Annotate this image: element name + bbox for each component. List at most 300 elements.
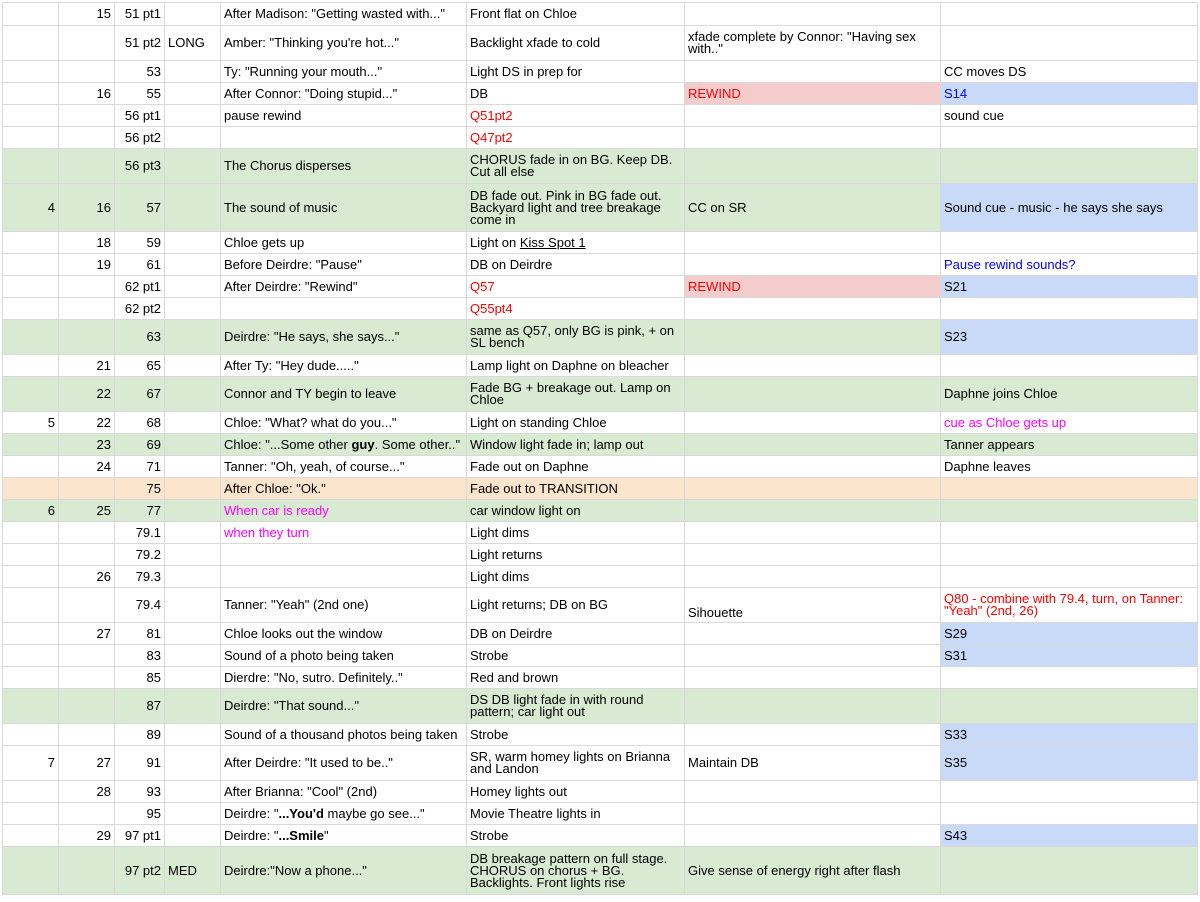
cell-a[interactable] xyxy=(3,61,59,83)
cell-a[interactable] xyxy=(3,803,59,825)
cell-a[interactable] xyxy=(3,522,59,544)
cell-e-bold: ...Smile xyxy=(278,827,324,843)
cell-g[interactable] xyxy=(685,105,941,127)
cell-c[interactable]: 59 xyxy=(115,232,165,254)
cell-d[interactable] xyxy=(165,434,221,456)
cell-h[interactable] xyxy=(941,232,1198,254)
cell-g[interactable]: xfade complete by Connor: "Having sex with.." xyxy=(685,26,941,61)
cell-d[interactable] xyxy=(165,276,221,298)
cell-c[interactable]: 53 xyxy=(115,61,165,83)
cell-f[interactable]: same as Q57, only BG is pink, + on SL bench xyxy=(467,320,685,355)
cell-c[interactable]: 69 xyxy=(115,434,165,456)
cell-c[interactable]: 56 pt3 xyxy=(115,149,165,184)
cell-f[interactable]: Fade out on Daphne xyxy=(467,456,685,478)
cell-b[interactable]: 19 xyxy=(59,254,115,276)
cell-c[interactable]: 77 xyxy=(115,500,165,522)
cell-e[interactable]: Deirdre: "That sound..." xyxy=(221,689,467,724)
cell-b[interactable] xyxy=(59,298,115,320)
cell-d[interactable]: LONG xyxy=(165,26,221,61)
cell-f[interactable]: Red and brown xyxy=(467,667,685,689)
cell-a[interactable] xyxy=(3,254,59,276)
cell-h[interactable] xyxy=(941,127,1198,149)
cell-b[interactable]: 16 xyxy=(59,83,115,105)
cell-f[interactable]: Backlight xfade to cold xyxy=(467,26,685,61)
cell-a[interactable] xyxy=(3,456,59,478)
cell-a[interactable] xyxy=(3,3,59,26)
cell-h[interactable]: sound cue xyxy=(941,105,1198,127)
cell-a[interactable] xyxy=(3,825,59,847)
cell-c[interactable]: 79.2 xyxy=(115,544,165,566)
cell-h[interactable] xyxy=(941,355,1198,377)
cell-e[interactable]: Ty: "Running your mouth..." xyxy=(221,61,467,83)
cell-e[interactable]: Dierdre: "No, sutro. Definitely.." xyxy=(221,667,467,689)
cell-e-text: " xyxy=(324,827,329,843)
cell-f[interactable]: Movie Theatre lights in xyxy=(467,803,685,825)
cell-b[interactable] xyxy=(59,724,115,746)
cell-b[interactable] xyxy=(59,522,115,544)
cell-g[interactable] xyxy=(685,434,941,456)
cell-d[interactable] xyxy=(165,232,221,254)
cell-a[interactable] xyxy=(3,320,59,355)
cell-a[interactable] xyxy=(3,689,59,724)
cell-e[interactable]: Chloe gets up xyxy=(221,232,467,254)
cell-e[interactable]: Before Deirdre: "Pause" xyxy=(221,254,467,276)
cell-f[interactable] xyxy=(467,232,685,254)
cell-a[interactable] xyxy=(3,566,59,588)
table-row xyxy=(3,645,1198,667)
cell-a[interactable] xyxy=(3,623,59,645)
cell-h[interactable]: S33 xyxy=(941,724,1198,746)
cell-c[interactable]: 97 pt1 xyxy=(115,825,165,847)
cell-f[interactable]: Q47pt2 xyxy=(467,127,685,149)
cell-c[interactable]: 75 xyxy=(115,478,165,500)
cell-c[interactable]: 91 xyxy=(115,746,165,781)
cell-g[interactable] xyxy=(685,320,941,355)
cell-d[interactable] xyxy=(165,61,221,83)
cell-f-text: Light on xyxy=(470,234,520,250)
cell-a[interactable] xyxy=(3,276,59,298)
cell-b[interactable] xyxy=(59,803,115,825)
cell-c[interactable]: 68 xyxy=(115,412,165,434)
cell-h[interactable] xyxy=(941,26,1198,61)
cell-h[interactable] xyxy=(941,500,1198,522)
cell-g[interactable]: Give sense of energy right after flash xyxy=(685,847,941,895)
cell-e[interactable]: Sound of a thousand photos being taken xyxy=(221,724,467,746)
cell-d[interactable] xyxy=(165,500,221,522)
cell-h[interactable]: S43 xyxy=(941,825,1198,847)
table-row xyxy=(3,689,1198,724)
cell-h[interactable]: Sound cue - music - he says she says xyxy=(941,184,1198,232)
cell-g[interactable] xyxy=(685,645,941,667)
cell-f[interactable]: DB on Deirdre xyxy=(467,254,685,276)
cell-a[interactable] xyxy=(3,232,59,254)
cell-d[interactable] xyxy=(165,3,221,26)
cell-b[interactable] xyxy=(59,149,115,184)
cell-b[interactable]: 26 xyxy=(59,566,115,588)
cell-f[interactable]: Light dims xyxy=(467,522,685,544)
cell-f[interactable]: Q57 xyxy=(467,276,685,298)
cell-h[interactable]: S14 xyxy=(941,83,1198,105)
cell-c[interactable]: 93 xyxy=(115,781,165,803)
cell-c[interactable]: 71 xyxy=(115,456,165,478)
cell-f[interactable]: Strobe xyxy=(467,825,685,847)
cell-d[interactable] xyxy=(165,667,221,689)
cell-d[interactable] xyxy=(165,724,221,746)
cell-c[interactable]: 83 xyxy=(115,645,165,667)
cell-h[interactable]: cue as Chloe gets up xyxy=(941,412,1198,434)
cell-g[interactable] xyxy=(685,500,941,522)
cell-f[interactable]: DB on Deirdre xyxy=(467,623,685,645)
cell-f[interactable]: car window light on xyxy=(467,500,685,522)
cell-d[interactable] xyxy=(165,689,221,724)
cell-h[interactable]: Daphne joins Chloe xyxy=(941,377,1198,412)
cell-e[interactable] xyxy=(221,298,467,320)
cell-f[interactable]: SR, warm homey lights on Brianna and Landon xyxy=(467,746,685,781)
cell-b[interactable] xyxy=(59,689,115,724)
cell-a[interactable] xyxy=(3,377,59,412)
cell-d[interactable] xyxy=(165,127,221,149)
cell-c[interactable]: 79.3 xyxy=(115,566,165,588)
cell-h[interactable] xyxy=(941,803,1198,825)
cell-a[interactable]: 7 xyxy=(3,746,59,781)
cell-e[interactable] xyxy=(221,434,467,456)
cell-h[interactable] xyxy=(941,544,1198,566)
cell-h[interactable] xyxy=(941,149,1198,184)
cell-b[interactable]: 21 xyxy=(59,355,115,377)
cell-g[interactable] xyxy=(685,689,941,724)
cell-h[interactable]: CC moves DS xyxy=(941,61,1198,83)
cell-g[interactable] xyxy=(685,127,941,149)
cell-g[interactable]: Sihouette xyxy=(685,588,941,623)
cell-e[interactable] xyxy=(221,803,467,825)
cell-g[interactable] xyxy=(685,3,941,26)
cell-d[interactable] xyxy=(165,83,221,105)
cell-h[interactable] xyxy=(941,667,1198,689)
cell-e-bold: ...You'd xyxy=(278,805,324,821)
table-row xyxy=(3,566,1198,588)
cell-e[interactable]: pause rewind xyxy=(221,105,467,127)
cell-h[interactable]: Tanner appears xyxy=(941,434,1198,456)
cell-g[interactable] xyxy=(685,623,941,645)
cell-d[interactable] xyxy=(165,254,221,276)
cell-c[interactable]: 87 xyxy=(115,689,165,724)
cell-c[interactable]: 79.1 xyxy=(115,522,165,544)
cell-e-text: . Some other.." xyxy=(374,436,461,452)
cell-b[interactable]: 27 xyxy=(59,623,115,645)
cell-d[interactable] xyxy=(165,149,221,184)
cell-c[interactable]: 51 pt2 xyxy=(115,26,165,61)
cell-a[interactable] xyxy=(3,588,59,623)
table-row xyxy=(3,803,1198,825)
cell-b[interactable] xyxy=(59,105,115,127)
table-row xyxy=(3,26,1198,61)
cell-e[interactable]: After Brianna: "Cool" (2nd) xyxy=(221,781,467,803)
cell-a[interactable] xyxy=(3,26,59,61)
cell-b[interactable]: 27 xyxy=(59,746,115,781)
cell-e[interactable]: Chloe: "What? what do you..." xyxy=(221,412,467,434)
table-row xyxy=(3,320,1198,355)
cell-d[interactable] xyxy=(165,645,221,667)
cell-f[interactable]: Homey lights out xyxy=(467,781,685,803)
cell-e[interactable]: Deirdre: "He says, she says..." xyxy=(221,320,467,355)
cell-f[interactable]: Light returns; DB on BG xyxy=(467,588,685,623)
cell-h[interactable]: Daphne leaves xyxy=(941,456,1198,478)
cell-g[interactable] xyxy=(685,456,941,478)
cell-e[interactable]: After Chloe: "Ok." xyxy=(221,478,467,500)
cell-c[interactable]: 63 xyxy=(115,320,165,355)
cell-h[interactable] xyxy=(941,781,1198,803)
cell-f[interactable]: Light on standing Chloe xyxy=(467,412,685,434)
cell-d[interactable] xyxy=(165,105,221,127)
cell-e[interactable]: Amber: "Thinking you're hot..." xyxy=(221,26,467,61)
cell-e[interactable]: when they turn xyxy=(221,522,467,544)
cell-d[interactable] xyxy=(165,377,221,412)
cell-f[interactable]: Q55pt4 xyxy=(467,298,685,320)
table-row xyxy=(3,456,1198,478)
cell-b[interactable]: 29 xyxy=(59,825,115,847)
cell-b[interactable] xyxy=(59,667,115,689)
cell-h[interactable]: S21 xyxy=(941,276,1198,298)
cell-b[interactable]: 24 xyxy=(59,456,115,478)
cell-g[interactable] xyxy=(685,724,941,746)
cell-h[interactable]: Pause rewind sounds? xyxy=(941,254,1198,276)
cell-b[interactable]: 16 xyxy=(59,184,115,232)
cell-h[interactable] xyxy=(941,298,1198,320)
cell-d[interactable]: MED xyxy=(165,847,221,895)
cell-f[interactable]: Strobe xyxy=(467,724,685,746)
cell-a[interactable] xyxy=(3,781,59,803)
cell-h[interactable] xyxy=(941,566,1198,588)
cell-e[interactable]: Tanner: "Oh, yeah, of course..." xyxy=(221,456,467,478)
cell-a[interactable]: 4 xyxy=(3,184,59,232)
cell-h[interactable]: S29 xyxy=(941,623,1198,645)
cell-b[interactable] xyxy=(59,127,115,149)
cell-b[interactable] xyxy=(59,588,115,623)
cell-e-text: Chloe: "...Some other xyxy=(224,436,352,452)
cell-c[interactable]: 57 xyxy=(115,184,165,232)
cell-a[interactable] xyxy=(3,355,59,377)
cell-b[interactable] xyxy=(59,645,115,667)
cell-d[interactable] xyxy=(165,588,221,623)
cell-e[interactable]: After Deirdre: "Rewind" xyxy=(221,276,467,298)
rewind-cell[interactable]: REWIND xyxy=(685,83,941,105)
cell-d[interactable] xyxy=(165,746,221,781)
cell-b[interactable] xyxy=(59,320,115,355)
cell-c[interactable]: 97 pt2 xyxy=(115,847,165,895)
cell-f[interactable]: DS DB light fade in with round pattern; car light out xyxy=(467,689,685,724)
cell-g[interactable] xyxy=(685,667,941,689)
cell-h[interactable] xyxy=(941,847,1198,895)
cell-e[interactable] xyxy=(221,127,467,149)
table-row xyxy=(3,724,1198,746)
cue-sheet-table xyxy=(2,2,1198,895)
cell-c[interactable]: 85 xyxy=(115,667,165,689)
cell-h[interactable] xyxy=(941,478,1198,500)
cell-d[interactable] xyxy=(165,456,221,478)
cell-d[interactable] xyxy=(165,412,221,434)
cell-d[interactable] xyxy=(165,825,221,847)
cell-b[interactable]: 18 xyxy=(59,232,115,254)
cell-b[interactable]: 28 xyxy=(59,781,115,803)
cell-a[interactable] xyxy=(3,724,59,746)
cell-c[interactable]: 56 pt1 xyxy=(115,105,165,127)
cell-d[interactable] xyxy=(165,184,221,232)
table-row xyxy=(3,500,1198,522)
cell-e[interactable]: After Connor: "Doing stupid..." xyxy=(221,83,467,105)
cell-g[interactable] xyxy=(685,232,941,254)
table-row xyxy=(3,781,1198,803)
cell-e[interactable]: The Chorus disperses xyxy=(221,149,467,184)
cell-e[interactable]: After Deirdre: "It used to be.." xyxy=(221,746,467,781)
cell-c[interactable]: 89 xyxy=(115,724,165,746)
cell-e[interactable]: Connor and TY begin to leave xyxy=(221,377,467,412)
cell-f[interactable]: DB fade out. Pink in BG fade out. Backyard light and tree breakage come in xyxy=(467,184,685,232)
cell-g[interactable] xyxy=(685,803,941,825)
cell-g[interactable] xyxy=(685,566,941,588)
cell-g[interactable] xyxy=(685,298,941,320)
cell-c[interactable]: 62 pt2 xyxy=(115,298,165,320)
cell-h[interactable] xyxy=(941,3,1198,26)
cell-c[interactable]: 81 xyxy=(115,623,165,645)
cell-c[interactable]: 61 xyxy=(115,254,165,276)
cell-g[interactable] xyxy=(685,781,941,803)
cell-h[interactable]: S35 xyxy=(941,746,1198,781)
cell-h[interactable]: S23 xyxy=(941,320,1198,355)
cell-b[interactable] xyxy=(59,26,115,61)
cell-b[interactable]: 15 xyxy=(59,3,115,26)
cell-e[interactable] xyxy=(221,544,467,566)
cell-a[interactable]: 5 xyxy=(3,412,59,434)
cell-g[interactable] xyxy=(685,149,941,184)
cell-g[interactable]: CC on SR xyxy=(685,184,941,232)
cell-h[interactable] xyxy=(941,522,1198,544)
cell-f[interactable]: Lamp light on Daphne on bleacher xyxy=(467,355,685,377)
cell-a[interactable] xyxy=(3,105,59,127)
cell-a[interactable] xyxy=(3,83,59,105)
table-row xyxy=(3,127,1198,149)
cell-g[interactable] xyxy=(685,478,941,500)
cell-d[interactable] xyxy=(165,298,221,320)
cell-g[interactable] xyxy=(685,377,941,412)
cell-f[interactable]: DB breakage pattern on full stage. CHORUS on chorus + BG. Backlights. Front lights rise xyxy=(467,847,685,895)
cell-g[interactable] xyxy=(685,254,941,276)
cell-c[interactable]: 95 xyxy=(115,803,165,825)
cell-e-text: Deirdre: " xyxy=(224,827,279,843)
cell-b[interactable] xyxy=(59,544,115,566)
cell-e[interactable]: When car is ready xyxy=(221,500,467,522)
table-row xyxy=(3,184,1198,232)
table-row xyxy=(3,434,1198,456)
cell-g[interactable] xyxy=(685,544,941,566)
table-row xyxy=(3,61,1198,83)
cell-a[interactable]: 6 xyxy=(3,500,59,522)
cell-f[interactable]: Window light fade in; lamp out xyxy=(467,434,685,456)
cell-g[interactable] xyxy=(685,412,941,434)
cell-g[interactable] xyxy=(685,355,941,377)
table-row xyxy=(3,105,1198,127)
cell-e[interactable]: Sound of a photo being taken xyxy=(221,645,467,667)
cell-e[interactable]: Tanner: "Yeah" (2nd one) xyxy=(221,588,467,623)
cell-b[interactable] xyxy=(59,478,115,500)
cell-b[interactable] xyxy=(59,276,115,298)
cell-b[interactable]: 22 xyxy=(59,412,115,434)
cell-h[interactable]: S31 xyxy=(941,645,1198,667)
table-row xyxy=(3,825,1198,847)
cell-e[interactable]: Deirdre:"Now a phone..." xyxy=(221,847,467,895)
table-row xyxy=(3,667,1198,689)
table-row xyxy=(3,298,1198,320)
cell-e[interactable] xyxy=(221,825,467,847)
cell-c[interactable]: 55 xyxy=(115,83,165,105)
cell-f[interactable]: Q51pt2 xyxy=(467,105,685,127)
cell-a[interactable] xyxy=(3,127,59,149)
cell-d[interactable] xyxy=(165,566,221,588)
cell-b[interactable] xyxy=(59,847,115,895)
cell-c[interactable]: 62 pt1 xyxy=(115,276,165,298)
cell-f[interactable]: DB xyxy=(467,83,685,105)
cell-b[interactable]: 23 xyxy=(59,434,115,456)
cell-g[interactable] xyxy=(685,825,941,847)
cell-d[interactable] xyxy=(165,355,221,377)
cell-d[interactable] xyxy=(165,781,221,803)
cell-h[interactable] xyxy=(941,689,1198,724)
cell-f[interactable]: Light returns xyxy=(467,544,685,566)
table-row xyxy=(3,746,1198,781)
cell-c[interactable]: 56 pt2 xyxy=(115,127,165,149)
cell-a[interactable] xyxy=(3,645,59,667)
cell-f[interactable]: Fade BG + breakage out. Lamp on Chloe xyxy=(467,377,685,412)
cell-d[interactable] xyxy=(165,522,221,544)
cell-a[interactable] xyxy=(3,847,59,895)
cell-e[interactable] xyxy=(221,566,467,588)
rewind-cell[interactable]: REWIND xyxy=(685,276,941,298)
cell-a[interactable] xyxy=(3,149,59,184)
cell-d[interactable] xyxy=(165,803,221,825)
cell-b[interactable] xyxy=(59,61,115,83)
cell-a[interactable] xyxy=(3,667,59,689)
cell-d[interactable] xyxy=(165,478,221,500)
cell-h[interactable]: Q80 - combine with 79.4, turn, on Tanner: "Yeah" (2nd, 26) xyxy=(941,588,1198,623)
cell-e[interactable]: The sound of music xyxy=(221,184,467,232)
cell-c[interactable]: 65 xyxy=(115,355,165,377)
cell-a[interactable] xyxy=(3,298,59,320)
cell-e-text: Deirdre: " xyxy=(224,805,279,821)
cell-g[interactable] xyxy=(685,61,941,83)
cell-b[interactable]: 22 xyxy=(59,377,115,412)
cell-a[interactable] xyxy=(3,544,59,566)
cell-f[interactable]: Light dims xyxy=(467,566,685,588)
cell-a[interactable] xyxy=(3,478,59,500)
cell-d[interactable] xyxy=(165,623,221,645)
cell-c[interactable]: 51 pt1 xyxy=(115,3,165,26)
cell-d[interactable] xyxy=(165,544,221,566)
cell-e[interactable]: After Madison: "Getting wasted with..." xyxy=(221,3,467,26)
cell-f[interactable]: CHORUS fade in on BG. Keep DB. Cut all else xyxy=(467,149,685,184)
cell-c[interactable]: 79.4 xyxy=(115,588,165,623)
cell-f[interactable]: Fade out to TRANSITION xyxy=(467,478,685,500)
cell-e[interactable]: After Ty: "Hey dude....." xyxy=(221,355,467,377)
cell-f[interactable]: Light DS in prep for xyxy=(467,61,685,83)
cell-a[interactable] xyxy=(3,434,59,456)
cell-f[interactable]: Front flat on Chloe xyxy=(467,3,685,26)
cell-d[interactable] xyxy=(165,320,221,355)
cell-c[interactable]: 67 xyxy=(115,377,165,412)
cell-g[interactable] xyxy=(685,522,941,544)
cell-e[interactable]: Chloe looks out the window xyxy=(221,623,467,645)
cell-b[interactable]: 25 xyxy=(59,500,115,522)
cell-f[interactable]: Strobe xyxy=(467,645,685,667)
cell-g[interactable]: Maintain DB xyxy=(685,746,941,781)
